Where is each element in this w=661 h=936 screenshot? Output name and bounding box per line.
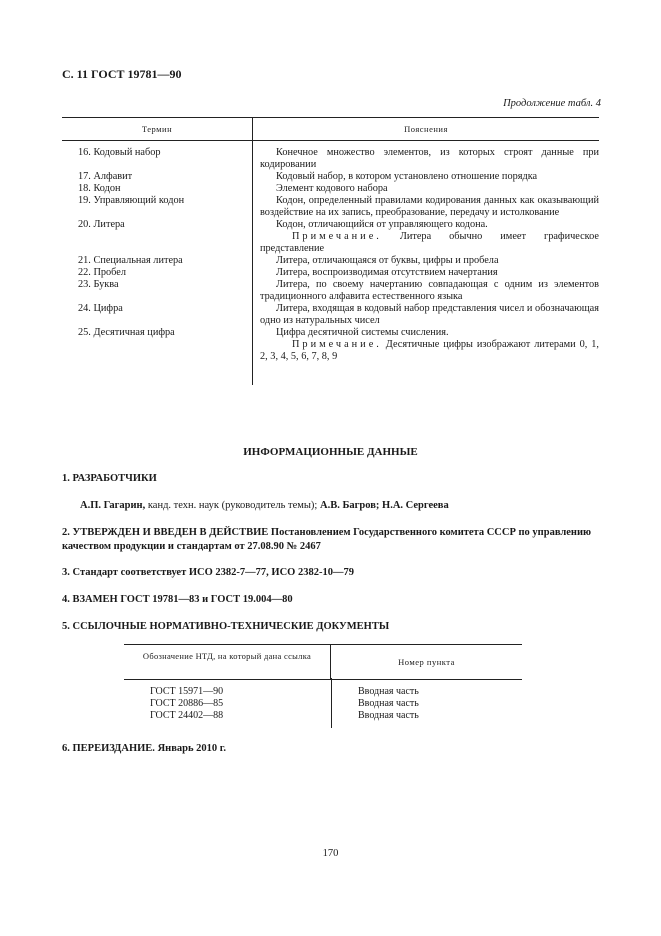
explanation-cell [252, 183, 599, 195]
explanation-text: Кодовый набор, в котором установлено отношение порядка [276, 171, 538, 182]
note-text: Литера обычно имеет графическое представление [260, 231, 599, 254]
note [260, 231, 599, 255]
explanation-cell [252, 171, 599, 183]
section-3 [62, 566, 599, 580]
section-2-text: Постановлением Государственного комитета СССР по управлению качеством продукции и стандартам от 27.08.90 № 2467 [62, 527, 592, 552]
section-1-heading: 1. РАЗРАБОТЧИКИ [62, 473, 157, 484]
author-gagarin: А.П. Гагарин, [80, 500, 146, 511]
explanation-cell [252, 279, 599, 303]
author-degree: канд. техн. наук (руководитель темы); [145, 500, 320, 511]
term-cell: 20. Литера [78, 219, 125, 230]
table-row [62, 279, 599, 303]
explanation-text: Кодон, отличающийся от управляющего кодона. [276, 219, 488, 230]
table-row [62, 327, 599, 363]
ntd-row [124, 710, 522, 722]
authors-other: А.В. Багров; Н.А. Сергеева [319, 500, 449, 511]
term-cell: 18. Кодон [78, 183, 121, 194]
explanation-text: Литера, воспроизводимая отсутствием начертания [276, 267, 498, 278]
table-row [62, 255, 599, 267]
terms-table-body [62, 141, 599, 363]
note-text: Десятичные цифры изображают литерами 0, 1, 2, 3, 4, 5, 6, 7, 8, 9 [260, 339, 599, 362]
term-cell: 22. Пробел [78, 267, 126, 278]
ntd-table [124, 644, 522, 722]
table-row [62, 195, 599, 219]
ntd-doc-cell: ГОСТ 15971—90 [150, 686, 224, 697]
section-6-heading: 6. ПЕРЕИЗДАНИЕ. [62, 743, 155, 754]
explanation-text: Литера, по своему начертанию совпадающая с одним из элементов традиционного алфавита естественного языка [260, 279, 599, 302]
terms-table-header [62, 117, 599, 141]
explanation-cell [252, 303, 599, 327]
explanation-text: Конечное множество элементов, из которых строят данные при кодировании [260, 147, 599, 170]
term-cell: 23. Буква [78, 279, 119, 290]
ntd-item-cell: Вводная часть [358, 686, 419, 697]
info-section-title: ИНФОРМАЦИОННЫЕ ДАННЫЕ [243, 446, 418, 458]
section-6-text: Январь 2010 г. [157, 743, 226, 754]
term-cell: 17. Алфавит [78, 171, 133, 182]
explanation-cell [252, 327, 599, 363]
explanation-cell [252, 255, 599, 267]
section-3-text: 3. Стандарт соответствует ИСО 2382-7—77, ИСО 2382-10—79 [62, 567, 354, 578]
section-5-heading: 5. ССЫЛОЧНЫЕ НОРМАТИВНО-ТЕХНИЧЕСКИЕ ДОКУМЕНТЫ [62, 621, 390, 632]
term-cell: 16. Кодовый набор [78, 147, 161, 158]
note-label: Примечание. [292, 339, 382, 350]
page-number: 170 [322, 848, 339, 859]
col-header-term: Термин [62, 118, 253, 140]
section-4 [62, 593, 599, 607]
section-1-authors [62, 499, 617, 513]
table-row [62, 303, 599, 327]
explanation-text: Кодон, определенный правилами кодирования данных как оказывающий воздействие на их запись, преобразование, передачу и истолкование [260, 195, 599, 218]
section-1-title [62, 472, 599, 486]
ntd-column-divider [331, 678, 332, 728]
explanation-text: Цифра десятичной системы счисления. [276, 327, 449, 338]
table-row [62, 171, 599, 183]
ntd-item-cell: Вводная часть [358, 710, 419, 721]
ntd-col-header-doc: Обозначение НТД, на который дана ссылка [124, 645, 331, 679]
explanation-text: Литера, отличающаяся от буквы, цифры и пробела [276, 255, 499, 266]
term-cell: 24. Цифра [78, 303, 123, 314]
section-6 [62, 742, 599, 756]
ntd-col-header-item: Номер пункта [398, 657, 455, 667]
explanation-cell [252, 267, 599, 279]
term-cell: 21. Специальная литера [78, 255, 183, 266]
table-row [62, 219, 599, 255]
ntd-table-body [124, 680, 522, 722]
ntd-doc-cell: ГОСТ 20886—85 [150, 698, 224, 709]
page-header: С. 11 ГОСТ 19781—90 [62, 67, 182, 81]
ntd-row [124, 686, 522, 698]
table-row [62, 147, 599, 171]
table-continuation-label: Продолжение табл. 4 [503, 98, 601, 109]
explanation-text: Элемент кодового набора [276, 183, 388, 194]
explanation-cell [252, 219, 599, 255]
section-4-text: 4. ВЗАМЕН ГОСТ 19781—83 и ГОСТ 19.004—80 [62, 594, 293, 605]
terms-table [62, 117, 599, 363]
explanation-cell [252, 195, 599, 219]
explanation-cell [252, 147, 599, 171]
table-row [62, 183, 599, 195]
ntd-item-cell: Вводная часть [358, 698, 419, 709]
table-row [62, 267, 599, 279]
note-label: Примечание. [292, 231, 382, 242]
section-5 [62, 620, 599, 634]
col-header-explanation: Пояснения [404, 124, 448, 134]
ntd-row [124, 698, 522, 710]
section-2 [62, 526, 599, 554]
term-cell: 25. Десятичная цифра [78, 327, 175, 338]
explanation-text: Литера, входящая в кодовый набор представления чисел и обозначающая одно из натуральных чисел [260, 303, 599, 326]
note [260, 339, 599, 363]
ntd-table-header [124, 644, 522, 680]
section-2-heading: 2. УТВЕРЖДЕН И ВВЕДЕН В ДЕЙСТВИЕ [62, 527, 269, 538]
ntd-doc-cell: ГОСТ 24402—88 [150, 710, 224, 721]
term-cell: 19. Управляющий кодон [78, 195, 185, 206]
